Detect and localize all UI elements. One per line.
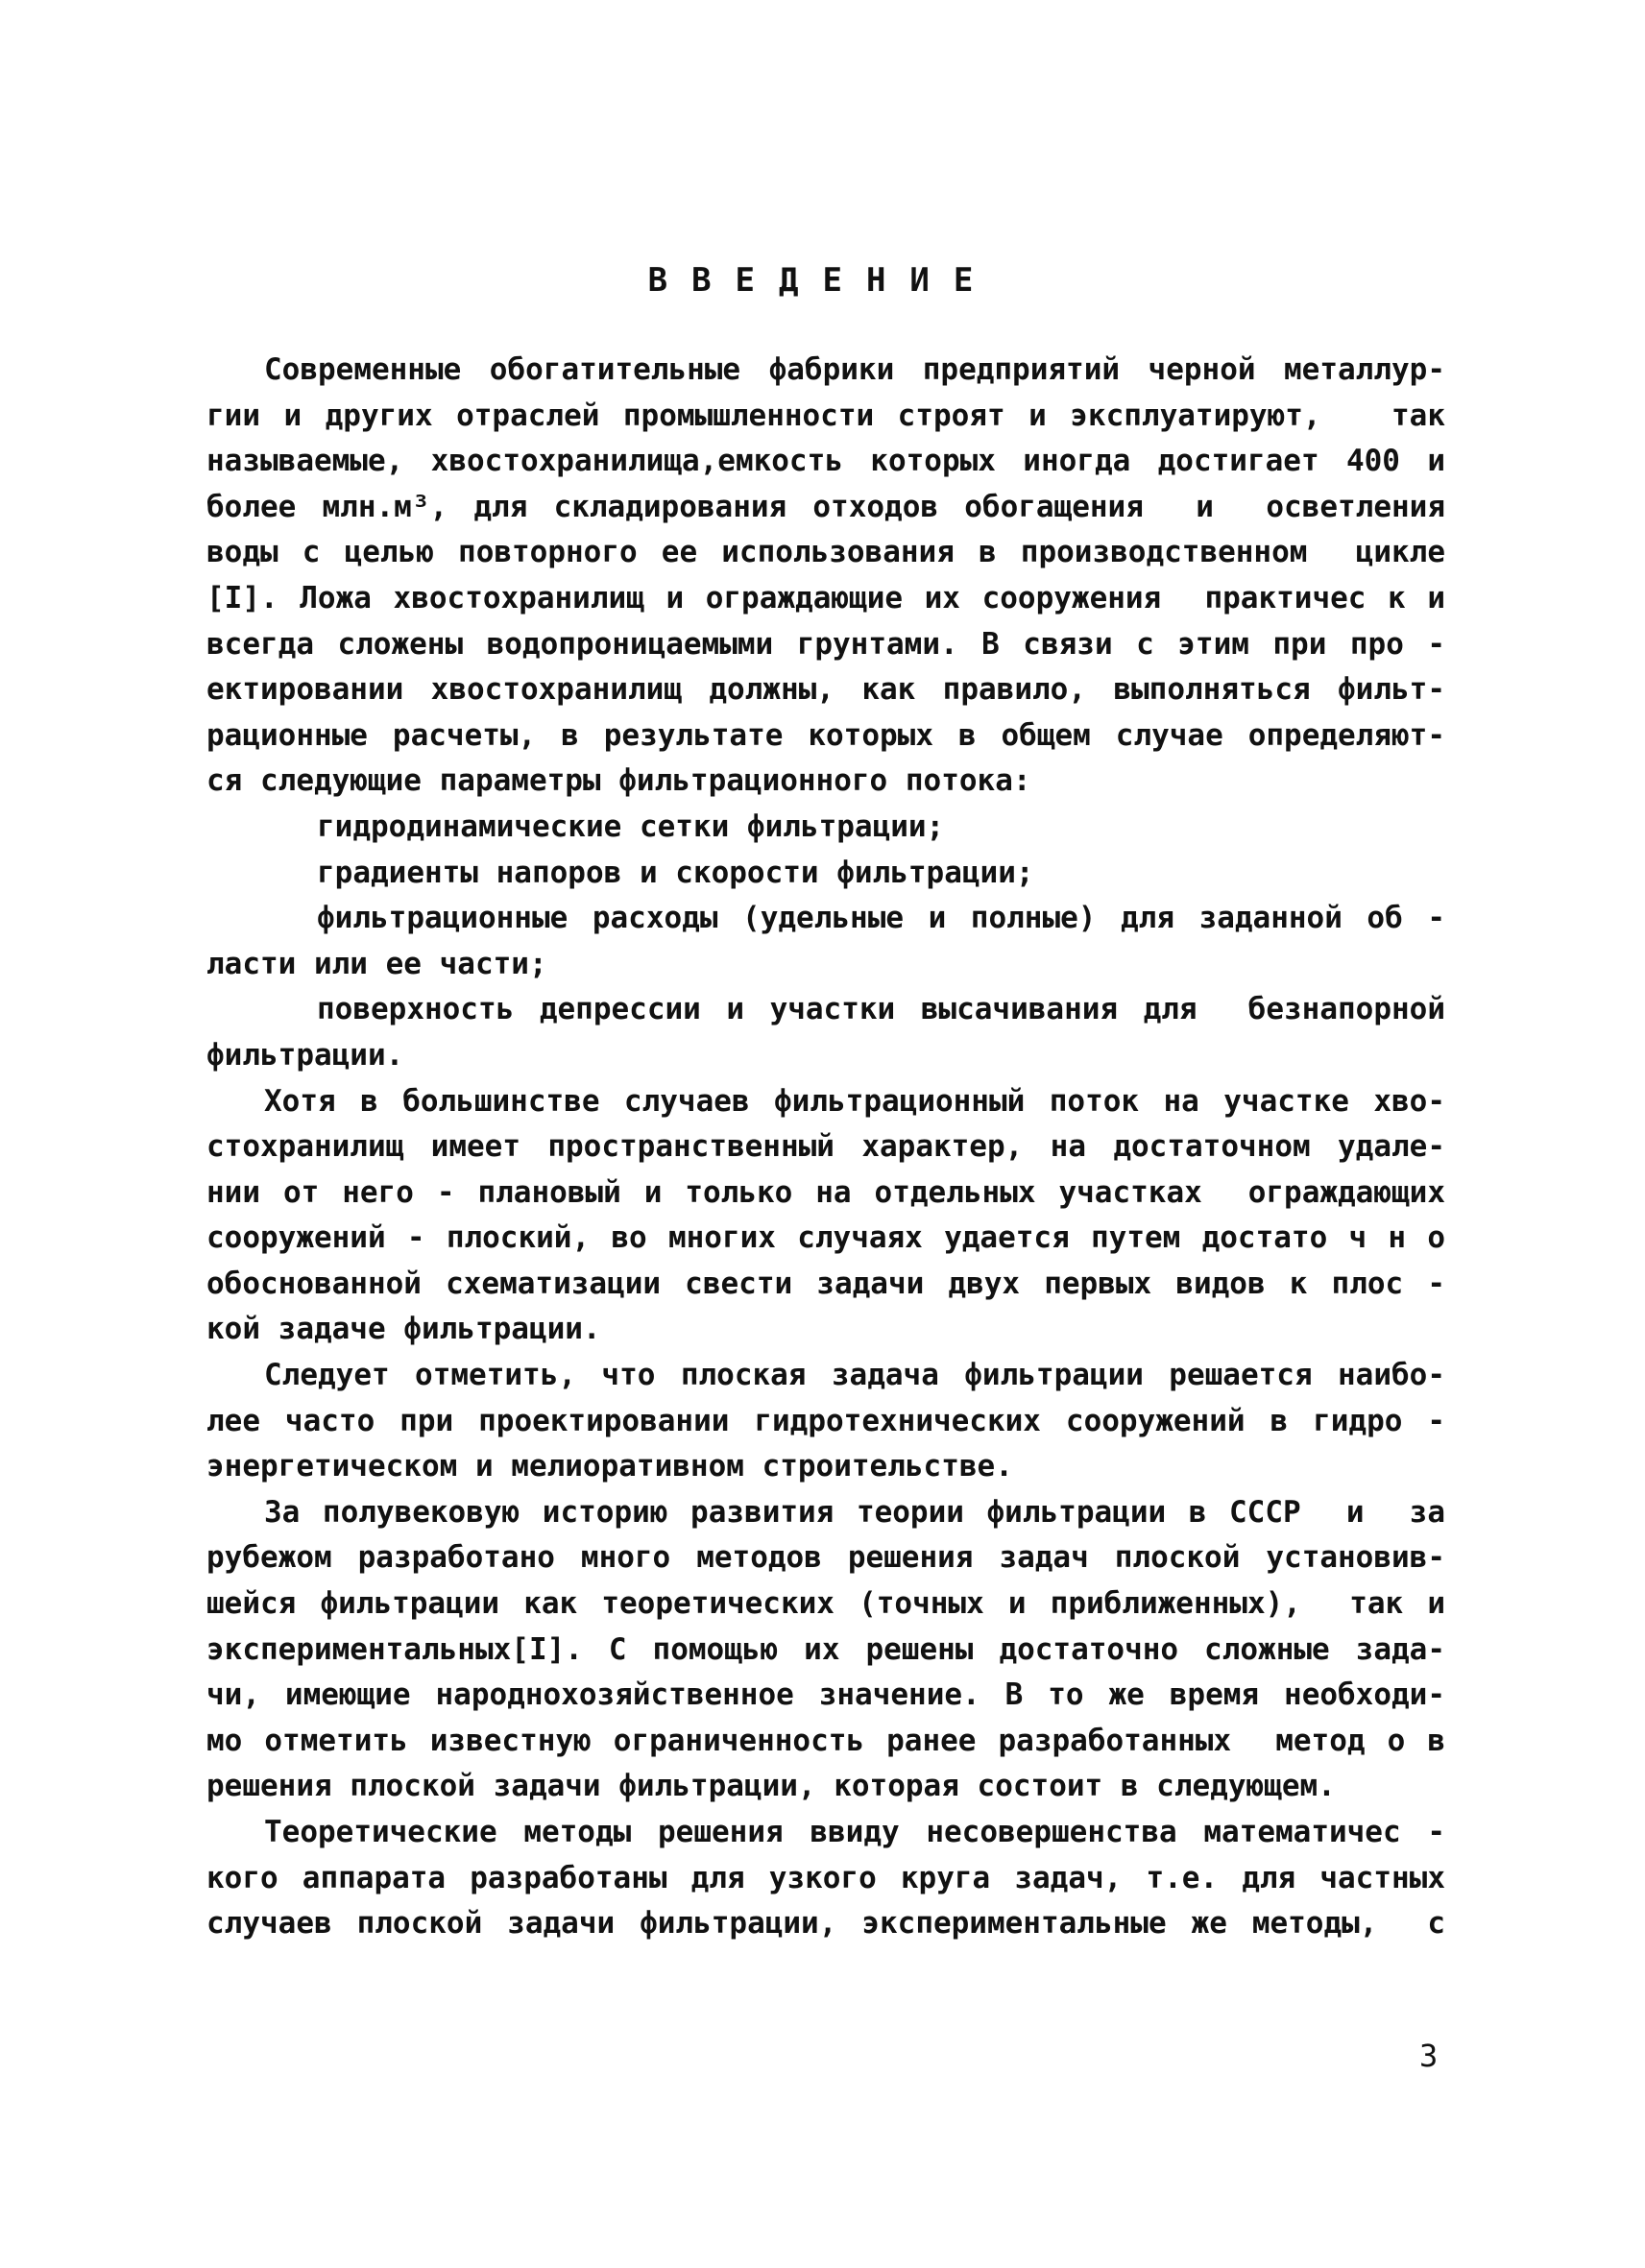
text-line: случаев плоской задачи фильтрации, экспериментальные же методы, с <box>206 1906 1445 1942</box>
text-line: воды с целью повторного ее использования в производственном цикле <box>206 535 1445 570</box>
text-line: чи, имеющие народнохозяйственное значение. В то же время необходи- <box>206 1677 1445 1713</box>
page-title: ВВЕДЕНИЕ <box>647 261 998 300</box>
text-line: обоснованной схематизации свести задачи двух первых видов к плос - <box>206 1266 1445 1301</box>
text-line: градиенты напоров и скорости фильтрации; <box>317 855 1034 890</box>
text-line: более млн.м³, для складирования отходов обогащения и осветления <box>206 489 1445 524</box>
text-line: Современные обогатительные фабрики предприятий черной металлур- <box>264 352 1445 387</box>
text-line: ектировании хвостохранилищ должны, как правило, выполняться фильт- <box>206 672 1445 708</box>
body-text <box>206 348 1445 1947</box>
text-line: Следует отметить, что плоская задача фильтрации решается наибо- <box>264 1358 1445 1393</box>
text-line: кого аппарата разработаны для узкого круга задач, т.е. для частных <box>206 1860 1445 1895</box>
text-line: шейся фильтрации как теоретических (точных и приближенных), так и <box>206 1586 1445 1622</box>
text-line: поверхность депрессии и участки высачивания для безнапорной <box>317 992 1445 1027</box>
text-line: Теоретические методы решения ввиду несовершенства математичес - <box>264 1815 1445 1849</box>
text-line: Хотя в большинстве случаев фильтрационный поток на участке хво- <box>264 1083 1445 1119</box>
text-line: гии и других отраслей промышленности строят и эксплуатируют, так <box>206 398 1445 433</box>
text-line: кой задаче фильтрации. <box>206 1312 601 1347</box>
text-line: ласти или ее части; <box>206 946 547 981</box>
text-line: экспериментальных[I]. С помощью их решены достаточно сложные зада- <box>206 1631 1445 1667</box>
text-line: стохранилищ имеет пространственный характер, на достаточном удале- <box>206 1129 1445 1165</box>
text-line: мо отметить известную ограниченность ранее разработанных метод о в <box>206 1723 1445 1758</box>
text-line: За полувековую историю развития теории фильтрации в СССР и за <box>264 1494 1445 1530</box>
text-line: лее часто при проектировании гидротехнических сооружений в гидро - <box>206 1403 1445 1438</box>
text-line: называемые, хвостохранилища,емкость которых иногда достигает 400 и <box>206 444 1445 479</box>
text-line: сооружений - плоский, во многих случаях удается путем достато ч н о <box>206 1220 1445 1256</box>
text-line: рубежом разработано много методов решения задач плоской установив- <box>206 1540 1445 1576</box>
text-line: всегда сложены водопроницаемыми грунтами. В связи с этим при про - <box>206 626 1445 662</box>
text-line: нии от него - плановый и только на отдельных участках ограждающих <box>206 1174 1445 1210</box>
text-line: решения плоской задачи фильтрации, которая состоит в следующем. <box>206 1769 1336 1804</box>
text-line: ся следующие параметры фильтрационного потока: <box>206 763 1031 799</box>
text-line: фильтрации. <box>206 1037 404 1073</box>
page-number: 3 <box>1419 2038 1439 2074</box>
text-line: рационные расчеты, в результате которых в общем случае определяют- <box>206 717 1445 753</box>
text-line: гидродинамические сетки фильтрации; <box>317 808 945 844</box>
text-line: [I]. Ложа хвостохранилищ и ограждающие их сооружения практичес к и <box>206 580 1445 615</box>
text-line: энергетическом и мелиоративном строительстве. <box>206 1449 1013 1484</box>
text-line: фильтрационные расходы (удельные и полные) для заданной об - <box>317 901 1445 936</box>
